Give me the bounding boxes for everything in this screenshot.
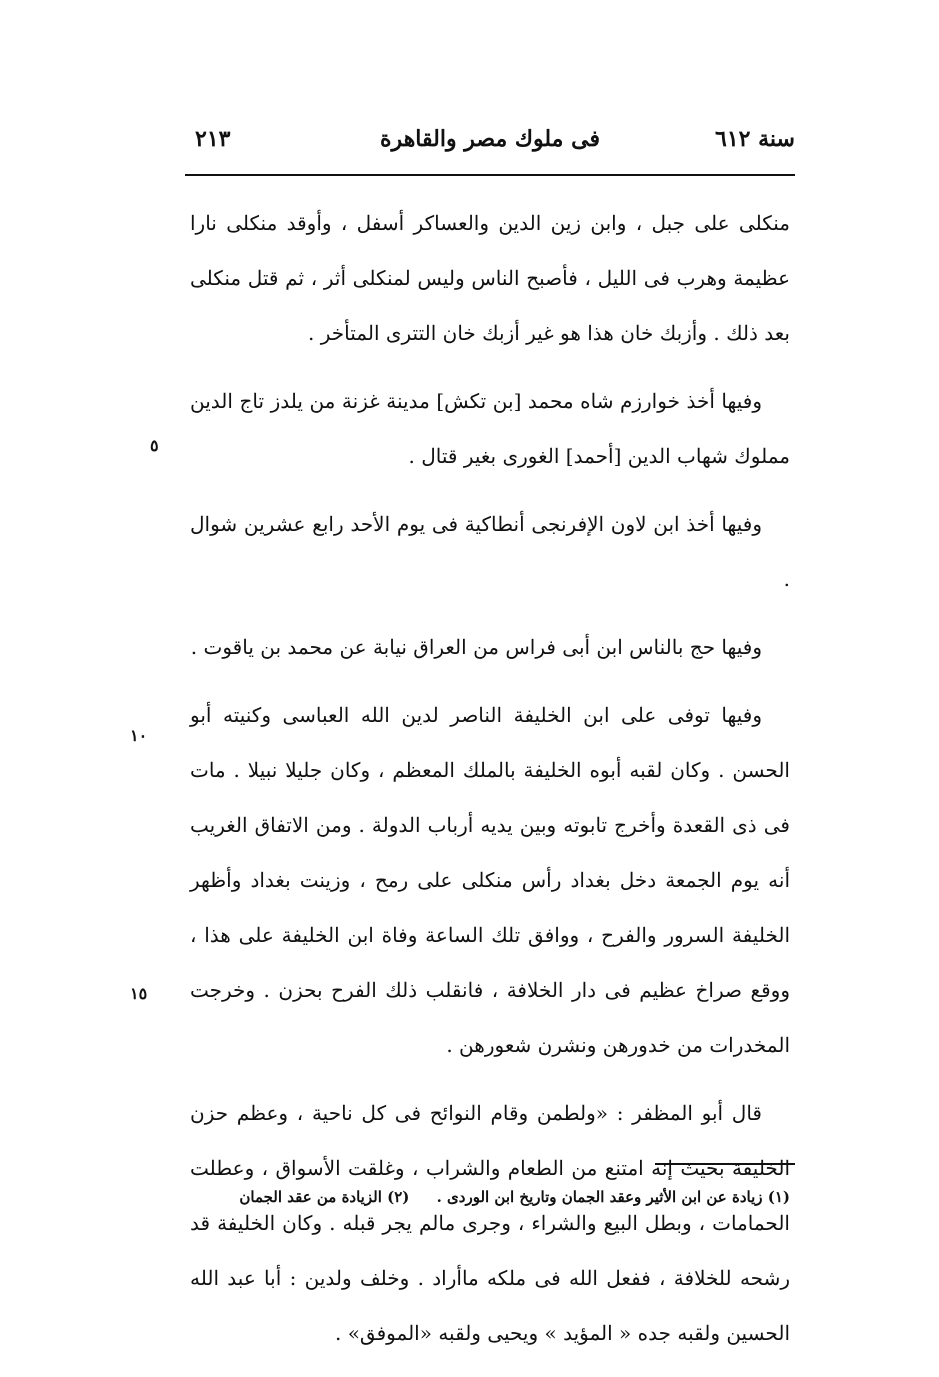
running-header xyxy=(185,122,795,162)
footnote-1: (١) زيادة عن ابن الأثير وعقد الجمان وتاريخ ابن الوردى . xyxy=(436,1188,790,1206)
paragraph-1: منكلى على جبل ، وابن زين الدين والعساكر أسفل ، وأوقد منكلى نارا عظيمة وهرب فى الليل ، فأصبح الناس وليس لمنكلى أثر ، ثم قتل منكلى بعد ذلك . وأزبك خان هذا هو غير أزبك خان التترى المتأخر . xyxy=(190,211,790,345)
header-rule xyxy=(185,174,795,176)
line-number-10: ١٠ xyxy=(130,726,148,745)
paragraph-2: وفيها أخذ خوارزم شاه محمد [بن تكش] مدينة غزنة من يلدز تاج الدين مملوك شهاب الدين [أحمد] الغورى بغير قتال . xyxy=(190,389,790,468)
paragraph-3: وفيها أخذ ابن لاون الإفرنجى أنطاكية فى يوم الأحد رابع عشرين شوال . xyxy=(190,512,790,591)
footnote-rule xyxy=(655,1163,795,1165)
footnote-2: (٢) الزيادة من عقد الجمان xyxy=(239,1188,410,1206)
page-number: ٢١٣ xyxy=(195,126,231,152)
header-title: فى ملوك مصر والقاهرة xyxy=(380,126,600,152)
line-number-15: ١٥ xyxy=(130,984,148,1003)
footnotes xyxy=(190,1188,790,1206)
paragraph-5: وفيها توفى على ابن الخليفة الناصر لدين الله العباسى وكنيته أبو الحسن . وكان لقبه أبوه الخليفة بالملك المعظم ، وكان جليلا نبيلا . مات فى ذى القعدة وأخرج تابوته وبين يديه أرباب الدولة . ومن الاتفاق الغريب أنه يوم الجمعة دخل بغداد رأس منكلى على رمح ، وزينت بغداد وأظهر الخليفة السرور والفرح ، ووافق تلك الساعة وفاة ابن الخليفة على هذا ، ووقع صراخ عظيم فى دار الخلافة ، فانقلب ذلك الفرح بحزن . وخرجت المخدرات من خدورهن ونشرن شعورهن . xyxy=(190,703,790,1057)
header-year: سنة ٦١٢ xyxy=(715,126,795,152)
paragraph-6: قال أبو المظفر : «ولطمن وقام النوائح فى كل ناحية ، وعظم حزن الخليفة بحيث إنه امتنع من الطعام والشراب ، وغلقت الأسواق ، وعطلت الحمامات ، وبطل البيع والشراء ، وجرى مالم يجر قبله . وكان الخليفة قد رشحه للخلافة ، ففعل الله فى ملكه ماأراد . وخلف ولدين : أبا عبد الله الحسين ولقبه جده « المؤيد » ويحيى ولقبه «الموفق» . xyxy=(190,1101,790,1345)
line-number-5: ٥ xyxy=(150,436,159,455)
paragraph-4: وفيها حج بالناس ابن أبى فراس من العراق نيابة عن محمد بن ياقوت . xyxy=(190,635,762,659)
